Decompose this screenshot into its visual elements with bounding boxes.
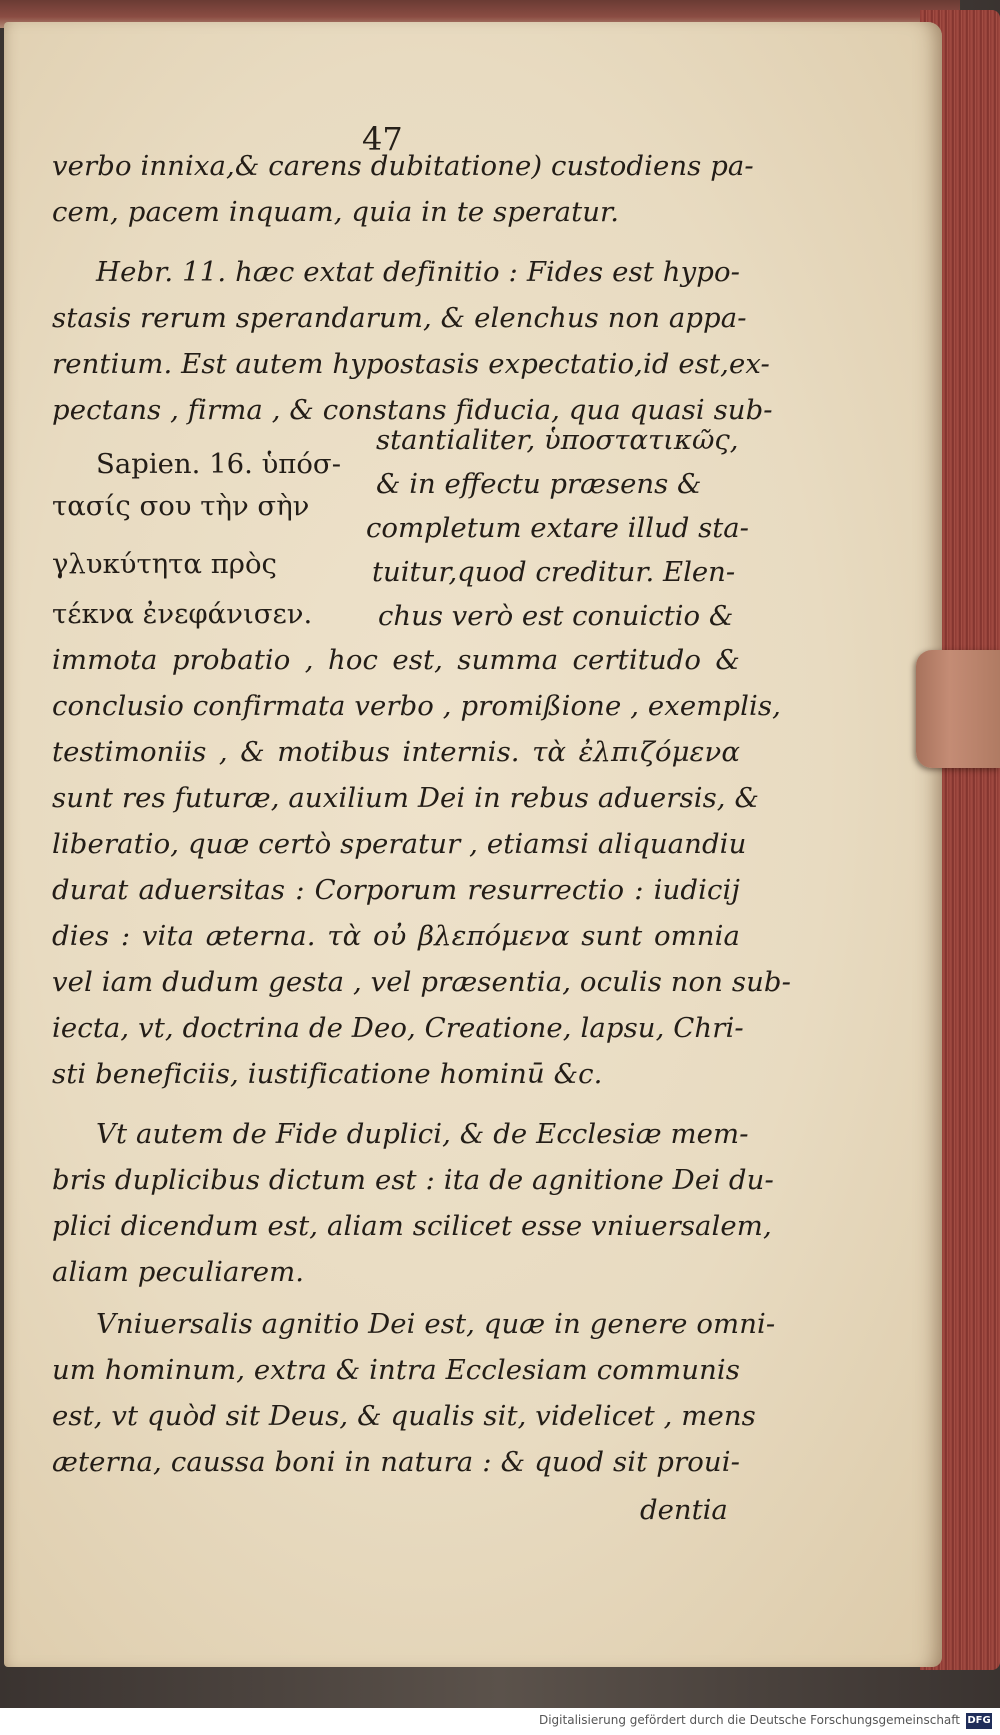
text-line: est, vt quòd sit Deus, & qualis sit, videlicet , mens xyxy=(52,1400,756,1432)
text-line: plici dicendum est, aliam scilicet esse vniuersalem, xyxy=(52,1210,772,1242)
footer-bar xyxy=(0,1708,1000,1735)
text-line: completum extare illud sta- xyxy=(366,512,749,544)
text-line: um hominum, extra & intra Ecclesiam communis xyxy=(52,1354,740,1386)
text-line: & in effectu præsens & xyxy=(376,468,702,500)
text-line: pectans , firma , & constans fiducia, qua quasi sub- xyxy=(52,394,773,426)
text-line: aliam peculiarem. xyxy=(52,1256,305,1288)
dfg-logo-icon: DFG xyxy=(966,1713,992,1729)
text-line: rentium. Est autem hypostasis expectatio,id est,ex- xyxy=(52,348,770,380)
greek-line: τέκνα ἐνεφάνισεν. xyxy=(52,598,313,630)
text-line: tuitur,quod creditur. Elen- xyxy=(372,556,736,588)
greek-line: τασίς σου τὴν σὴν xyxy=(52,490,310,522)
text-line: stantialiter, ὑποστατικῶς, xyxy=(376,424,739,456)
text-line: vel iam dudum gesta , vel præsentia, oculis non sub- xyxy=(52,966,791,998)
text-line: Hebr. 11. hæc extat definitio : Fides est hypo- xyxy=(96,256,740,288)
text-line: stasis rerum sperandarum, & elenchus non appa- xyxy=(52,302,747,334)
text-line: sti beneficiis, iustificatione hominū &c. xyxy=(52,1058,603,1090)
text-line: verbo innixa,& carens dubitatione) custodiens pa- xyxy=(52,150,754,182)
text-line: immota probatio , hoc est, summa certitudo & xyxy=(52,644,740,676)
text-line: testimoniis , & motibus internis. τὰ ἐλπιζόμενα xyxy=(52,736,740,768)
text-line: liberatio, quæ certò speratur , etiamsi aliquandiu xyxy=(52,828,747,860)
page-number: 47 xyxy=(362,120,403,158)
text-line: cem, pacem inquam, quia in te speratur. xyxy=(52,196,620,228)
text-line: conclusio confirmata verbo , promißione , exemplis, xyxy=(52,690,781,722)
text-line: iecta, vt, doctrina de Deo, Creatione, lapsu, Chri- xyxy=(52,1012,744,1044)
catchword: dentia xyxy=(640,1494,728,1526)
text-line: durat aduersitas : Corporum resurrectio : iudicij xyxy=(52,874,740,906)
footer-credit: Digitalisierung gefördert durch die Deutsche Forschungsgemeinschaft xyxy=(538,1713,960,1727)
text-line: bris duplicibus dictum est : ita de agnitione Dei du- xyxy=(52,1164,774,1196)
text-line: dies : vita æterna. τὰ οὐ βλεπόμενα sunt omnia xyxy=(52,920,740,952)
text-line: sunt res futuræ, auxilium Dei in rebus aduersis, & xyxy=(52,782,760,814)
sapien-label: Sapien. 16. ὑπόσ- xyxy=(96,448,341,480)
greek-line: γλυκύτητα πρὸς xyxy=(52,548,277,580)
text-line: chus verò est conuictio & xyxy=(378,600,734,632)
text-line: Vt autem de Fide duplici, & de Ecclesiæ mem- xyxy=(96,1118,749,1150)
text-line: Vniuersalis agnitio Dei est, quæ in genere omni- xyxy=(96,1308,776,1340)
book-clasp xyxy=(916,650,1000,768)
text-line: æterna, caussa boni in natura : & quod sit proui- xyxy=(52,1446,740,1478)
